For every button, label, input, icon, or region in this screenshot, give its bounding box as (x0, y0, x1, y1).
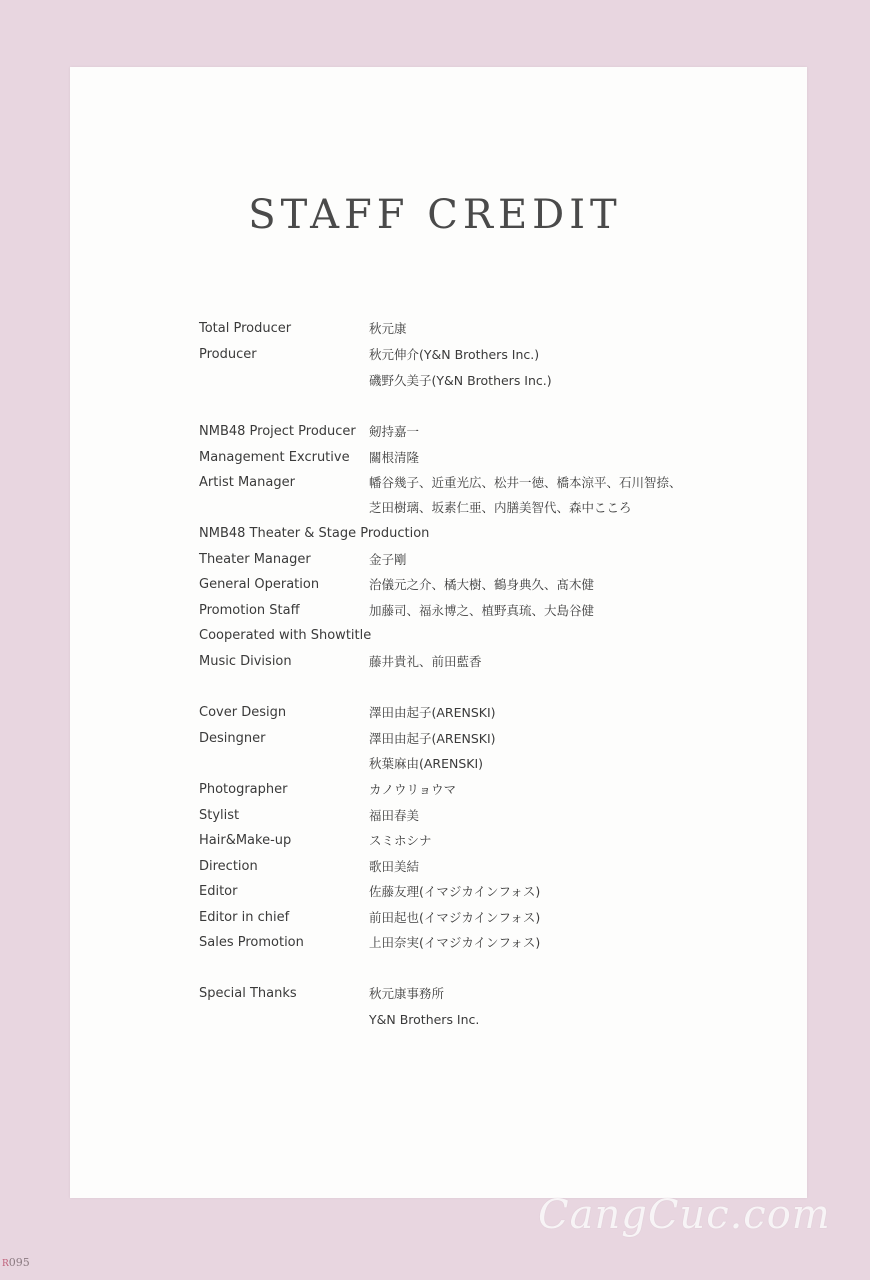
credit-name: 剱持嘉一 (369, 424, 420, 439)
credit-role: NMB48 Theater & Stage Production (199, 526, 430, 541)
credit-role: Management Excrutive (199, 450, 350, 465)
credit-role: Photographer (199, 782, 288, 797)
credit-name: 加藤司、福永博之、植野真琉、大島谷健 (369, 603, 595, 618)
credit-role: Direction (199, 859, 258, 874)
credit-row (0, 933, 870, 953)
page-title: STAFF CREDIT (248, 192, 622, 238)
credit-name: 磯野久美子(Y&N Brothers Inc.) (369, 373, 552, 388)
credit-name: カノウリョウマ (369, 782, 457, 797)
credit-role: Cooperated with Showtitle (199, 628, 372, 643)
credit-row (0, 524, 870, 544)
credit-role: Producer (199, 347, 257, 362)
credit-name: 秋元康 (369, 321, 407, 336)
credit-row (0, 754, 870, 774)
credit-role: Desingner (199, 731, 266, 746)
credit-name: 澤田由起子(ARENSKI) (369, 705, 496, 720)
credit-name: 澤田由起子(ARENSKI) (369, 731, 496, 746)
credit-row (0, 780, 870, 800)
credit-row (0, 908, 870, 928)
credit-name: 秋元康事務所 (369, 986, 445, 1001)
credit-name: スミホシナ (369, 833, 432, 848)
credit-name: 芝田樹璃、坂素仁亜、内膳美智代、森中こころ (369, 500, 632, 515)
watermark: CangCuc.com (538, 1192, 831, 1238)
credit-name: 福田春美 (369, 808, 420, 823)
credit-row (0, 498, 870, 518)
credit-row (0, 575, 870, 595)
credit-name: 藤井貴礼、前田藍香 (369, 654, 482, 669)
credit-role: Special Thanks (199, 986, 297, 1001)
credit-row (0, 371, 870, 391)
credit-row (0, 729, 870, 749)
credit-role: Sales Promotion (199, 935, 304, 950)
credit-role: Hair&Make-up (199, 833, 292, 848)
credit-name: 幡谷幾子、近重光広、松井一徳、橋本涼平、石川智捺、 (369, 475, 682, 490)
credit-row (0, 831, 870, 851)
credit-name: 佐藤友理(イマジカインフォス) (369, 884, 541, 899)
credit-role: Editor (199, 884, 238, 899)
credit-row (0, 1010, 870, 1030)
credit-row (0, 703, 870, 723)
credit-row (0, 882, 870, 902)
credit-role: Stylist (199, 808, 240, 823)
credit-row (0, 550, 870, 570)
credit-name: 金子剛 (369, 552, 407, 567)
credit-role: General Operation (199, 577, 320, 592)
credit-role: Editor in chief (199, 910, 290, 925)
credit-role: Artist Manager (199, 475, 295, 490)
credit-name: Y&N Brothers Inc. (369, 1012, 480, 1027)
credit-name: 秋葉麻由(ARENSKI) (369, 756, 484, 771)
credit-name: 秋元伸介(Y&N Brothers Inc.) (369, 347, 540, 362)
credit-role: Total Producer (199, 321, 292, 336)
page-marker: R (2, 1259, 9, 1269)
page-number-value: 095 (8, 1256, 30, 1269)
credit-row (0, 806, 870, 826)
credit-name: 關根清隆 (369, 450, 420, 465)
credit-name: 治儀元之介、橘大樹、鶴身典久、髙木健 (369, 577, 595, 592)
page-number (2, 1256, 30, 1269)
credit-row (0, 319, 870, 339)
credit-row (0, 984, 870, 1004)
credit-row (0, 626, 870, 646)
credit-role: Promotion Staff (199, 603, 300, 618)
credit-name: 歌田美結 (369, 859, 420, 874)
credit-row (0, 422, 870, 442)
credit-role: NMB48 Project Producer (199, 424, 356, 439)
credit-role: Cover Design (199, 705, 287, 720)
credit-row (0, 345, 870, 365)
credit-name: 上田奈実(イマジカインフォス) (369, 935, 541, 950)
credit-name: 前田起也(イマジカインフォス) (369, 910, 541, 925)
credit-row (0, 857, 870, 877)
credit-row (0, 473, 870, 493)
credit-row (0, 601, 870, 621)
credit-row (0, 652, 870, 672)
credit-role: Music Division (199, 654, 292, 669)
credit-role: Theater Manager (199, 552, 311, 567)
credit-row (0, 448, 870, 468)
